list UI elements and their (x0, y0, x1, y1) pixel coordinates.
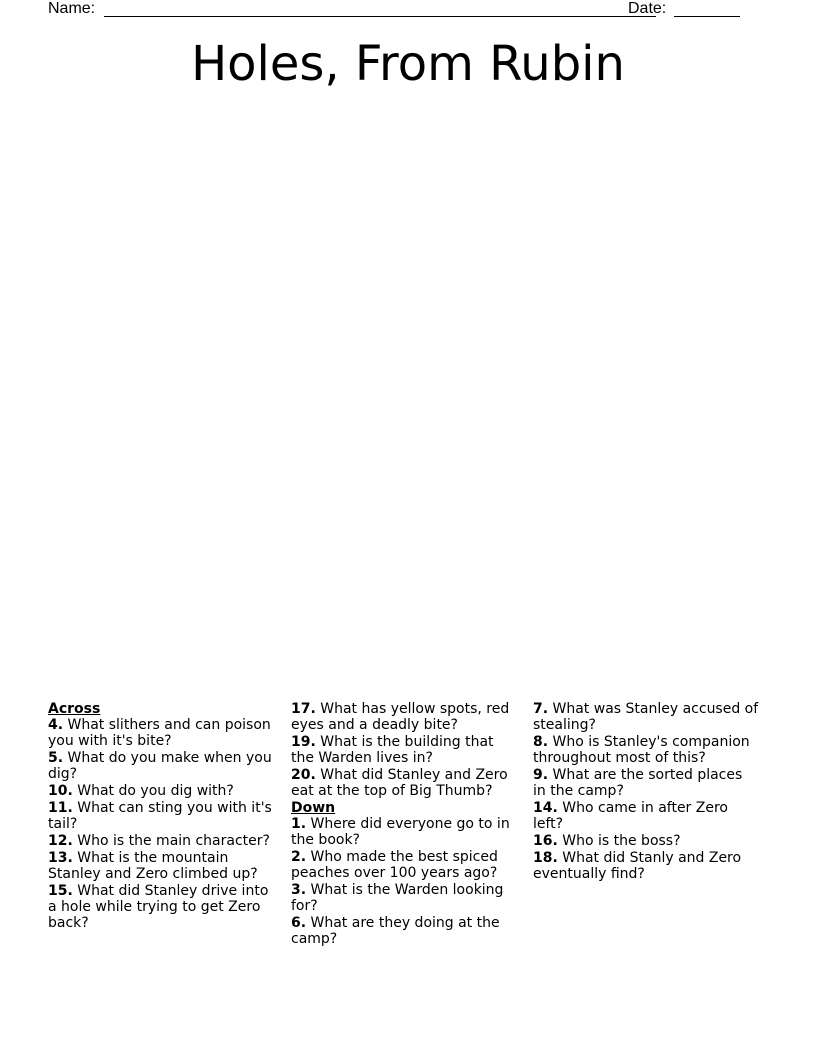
crossword-grid-area (48, 110, 768, 690)
clue-across-19: 19. What is the building that the Warden lives in? (291, 734, 494, 766)
clue-across-13: 13. What is the mountain Stanley and Zero climbed up? (48, 850, 258, 882)
clue-down-14: 14. Who came in after Zero left? (533, 800, 728, 832)
clue-across-15: 15. What did Stanley drive into a hole while trying to get Zero back? (48, 883, 269, 931)
clue-down-7: 7. What was Stanley accused of stealing? (533, 701, 759, 733)
clue-down-2: 2. Who made the best spiced peaches over 100 years ago? (291, 849, 498, 881)
name-blank-line (104, 16, 656, 17)
page-title: Holes, From Rubin (191, 36, 625, 92)
clue-down-9: 9. What are the sorted places in the camp? (533, 767, 743, 799)
clue-down-6: 6. What are they doing at the camp? (291, 915, 500, 947)
clues-section (48, 701, 772, 1001)
clue-column-2 (291, 701, 517, 948)
clue-down-3: 3. What is the Warden looking for? (291, 882, 504, 914)
clue-across-17: 17. What has yellow spots, red eyes and a deadly bite? (291, 701, 510, 733)
clue-column-3 (533, 701, 759, 883)
across-heading: Across (48, 701, 101, 717)
clue-down-8: 8. Who is Stanley's companion throughout most of this? (533, 734, 750, 766)
worksheet-header (48, 0, 748, 20)
clue-across-4: 4. What slithers and can poison you with it's bite? (48, 717, 271, 749)
date-blank-line (674, 16, 740, 17)
clue-across-12: 12. Who is the main character? (48, 833, 270, 849)
clue-column-1 (48, 701, 274, 932)
clue-down-1: 1. Where did everyone go to in the book? (291, 816, 510, 848)
date-label: Date: (628, 0, 667, 17)
clue-across-5: 5. What do you make when you dig? (48, 750, 272, 782)
clue-down-16: 16. Who is the boss? (533, 833, 681, 849)
clue-down-18: 18. What did Stanly and Zero eventually find? (533, 850, 742, 882)
clue-across-11: 11. What can sting you with it's tail? (48, 800, 272, 832)
name-label: Name: (48, 0, 96, 17)
clue-across-10: 10. What do you dig with? (48, 783, 234, 799)
clue-across-20: 20. What did Stanley and Zero eat at the top of Big Thumb? (291, 767, 508, 799)
down-heading: Down (291, 800, 336, 816)
